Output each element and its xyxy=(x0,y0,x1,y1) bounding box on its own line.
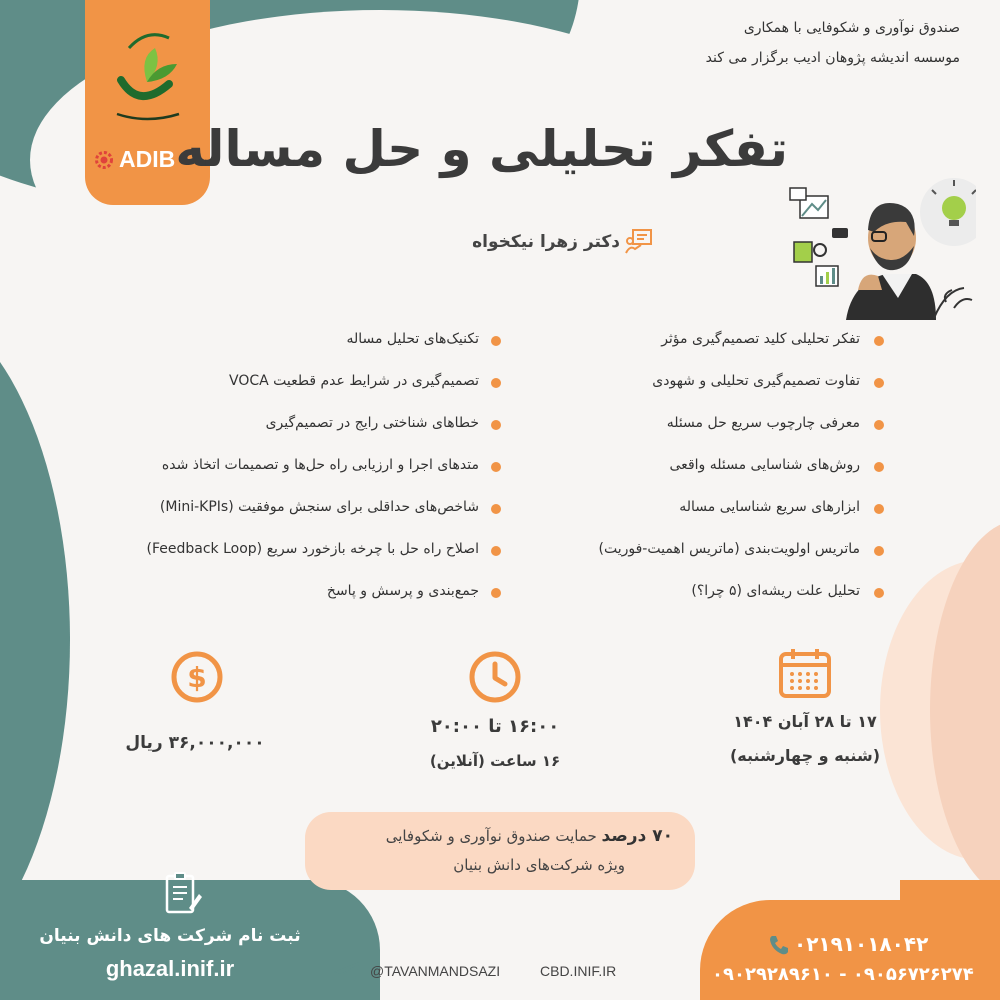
bullet-dot xyxy=(874,336,884,346)
topic-item: روش‌های شناسایی مسئله واقعی xyxy=(669,457,860,473)
time-range: ۱۶:۰۰ تا ۲۰:۰۰ xyxy=(430,716,560,737)
bullet-dot xyxy=(491,588,501,598)
bullet-dot xyxy=(491,378,501,388)
support-banner xyxy=(305,812,695,890)
footer-orange-corner xyxy=(900,880,1000,920)
calendar-icon xyxy=(778,647,832,699)
support-line-1 xyxy=(386,826,673,846)
page-title: تفکر تحلیلی و حل مساله xyxy=(175,120,788,178)
presentation-icon xyxy=(625,228,653,254)
bullet-dot xyxy=(874,420,884,430)
topic-item: تصمیم‌گیری در شرایط عدم قطعیت VOCA xyxy=(229,373,479,389)
bullet-dot xyxy=(874,462,884,472)
bullet-dot xyxy=(491,504,501,514)
topic-item: متدهای اجرا و ارزیابی راه حل‌ها و تصمیمات اتخاذ شده xyxy=(161,457,479,473)
topic-item: ابزارهای سریع شناسایی مساله xyxy=(679,499,860,515)
topic-item: ماتریس اولویت‌بندی (ماتریس اهمیت-فوریت) xyxy=(598,541,860,557)
date-weekdays: (شنبه و چهارشنبه) xyxy=(729,746,881,765)
topic-item: جمع‌بندی و پرسش و پاسخ xyxy=(326,583,479,599)
fund-emblem-logo xyxy=(99,18,197,126)
topic-item: تفاوت تصمیم‌گیری تحلیلی و شهودی xyxy=(652,373,860,389)
svg-text:$: $ xyxy=(187,661,207,694)
instructor-name: دکتر زهرا نیکخواه xyxy=(472,232,620,252)
bullet-dot xyxy=(491,462,501,472)
website-link[interactable]: CBD.INIF.IR xyxy=(540,963,617,979)
bullet-dot xyxy=(874,504,884,514)
document-icon xyxy=(163,872,203,918)
bullet-dot xyxy=(491,420,501,430)
topic-item: اصلاح راه حل با چرخه بازخورد سریع (Feedback Loop) xyxy=(146,541,479,557)
gear-icon xyxy=(93,149,115,171)
bullet-dot xyxy=(491,546,501,556)
support-text: حمایت صندوق نوآوری و شکوفایی xyxy=(385,827,602,845)
phone-landline: ۰۲۱۹۱۰۱۸۰۴۲ xyxy=(794,932,929,956)
topic-item: تکنیک‌های تحلیل مساله xyxy=(346,331,479,347)
topic-item: تحلیل علت ریشه‌ای (۵ چرا؟) xyxy=(691,583,860,599)
topic-item: تفکر تحلیلی کلید تصمیم‌گیری مؤثر xyxy=(661,331,860,347)
background-teal-left xyxy=(0,300,70,980)
topic-item: شاخص‌های حداقلی برای سنجش موفقیت (Mini-KPIs) xyxy=(159,499,479,515)
duration-online: ۱۶ ساعت (آنلاین) xyxy=(429,752,561,770)
date-range: ۱۷ تا ۲۸ آبان ۱۴۰۴ xyxy=(733,712,877,731)
bullet-dot xyxy=(874,378,884,388)
support-percent: ۷۰ درصد xyxy=(601,826,673,846)
topic-item: معرفی چارچوب سریع حل مسئله xyxy=(666,415,860,431)
organizer-line-1: صندوق نوآوری و شکوفایی با همکاری xyxy=(743,20,960,36)
dollar-icon xyxy=(170,650,224,704)
support-line-2: ویژه شرکت‌های دانش بنیان xyxy=(453,856,625,874)
organizer-line-2: موسسه اندیشه پژوهان ادیب برگزار می کند xyxy=(705,50,960,66)
price: ۳۶,۰۰۰,۰۰۰ ریال xyxy=(125,733,265,753)
bullet-dot xyxy=(491,336,501,346)
bullet-dot xyxy=(874,588,884,598)
clock-icon xyxy=(468,650,522,704)
adib-wordmark: ADIB xyxy=(119,146,176,172)
telegram-handle-link[interactable]: @TAVANMANDSAZI xyxy=(370,963,501,979)
bullet-dot xyxy=(874,546,884,556)
topic-item: خطاهای شناختی رایج در تصمیم‌گیری xyxy=(265,415,479,431)
register-label: ثبت نام شرکت های دانش بنیان xyxy=(39,926,301,946)
thinking-man-illustration xyxy=(786,170,976,320)
phone-mobiles: ۰۹۰۵۶۷۲۶۲۷۴ - ۰۹۰۲۹۲۸۹۶۱۰ xyxy=(712,964,974,985)
telegram-icon xyxy=(333,961,361,985)
register-url-link[interactable]: ghazal.inif.ir xyxy=(105,956,235,981)
phone-icon xyxy=(768,934,790,956)
